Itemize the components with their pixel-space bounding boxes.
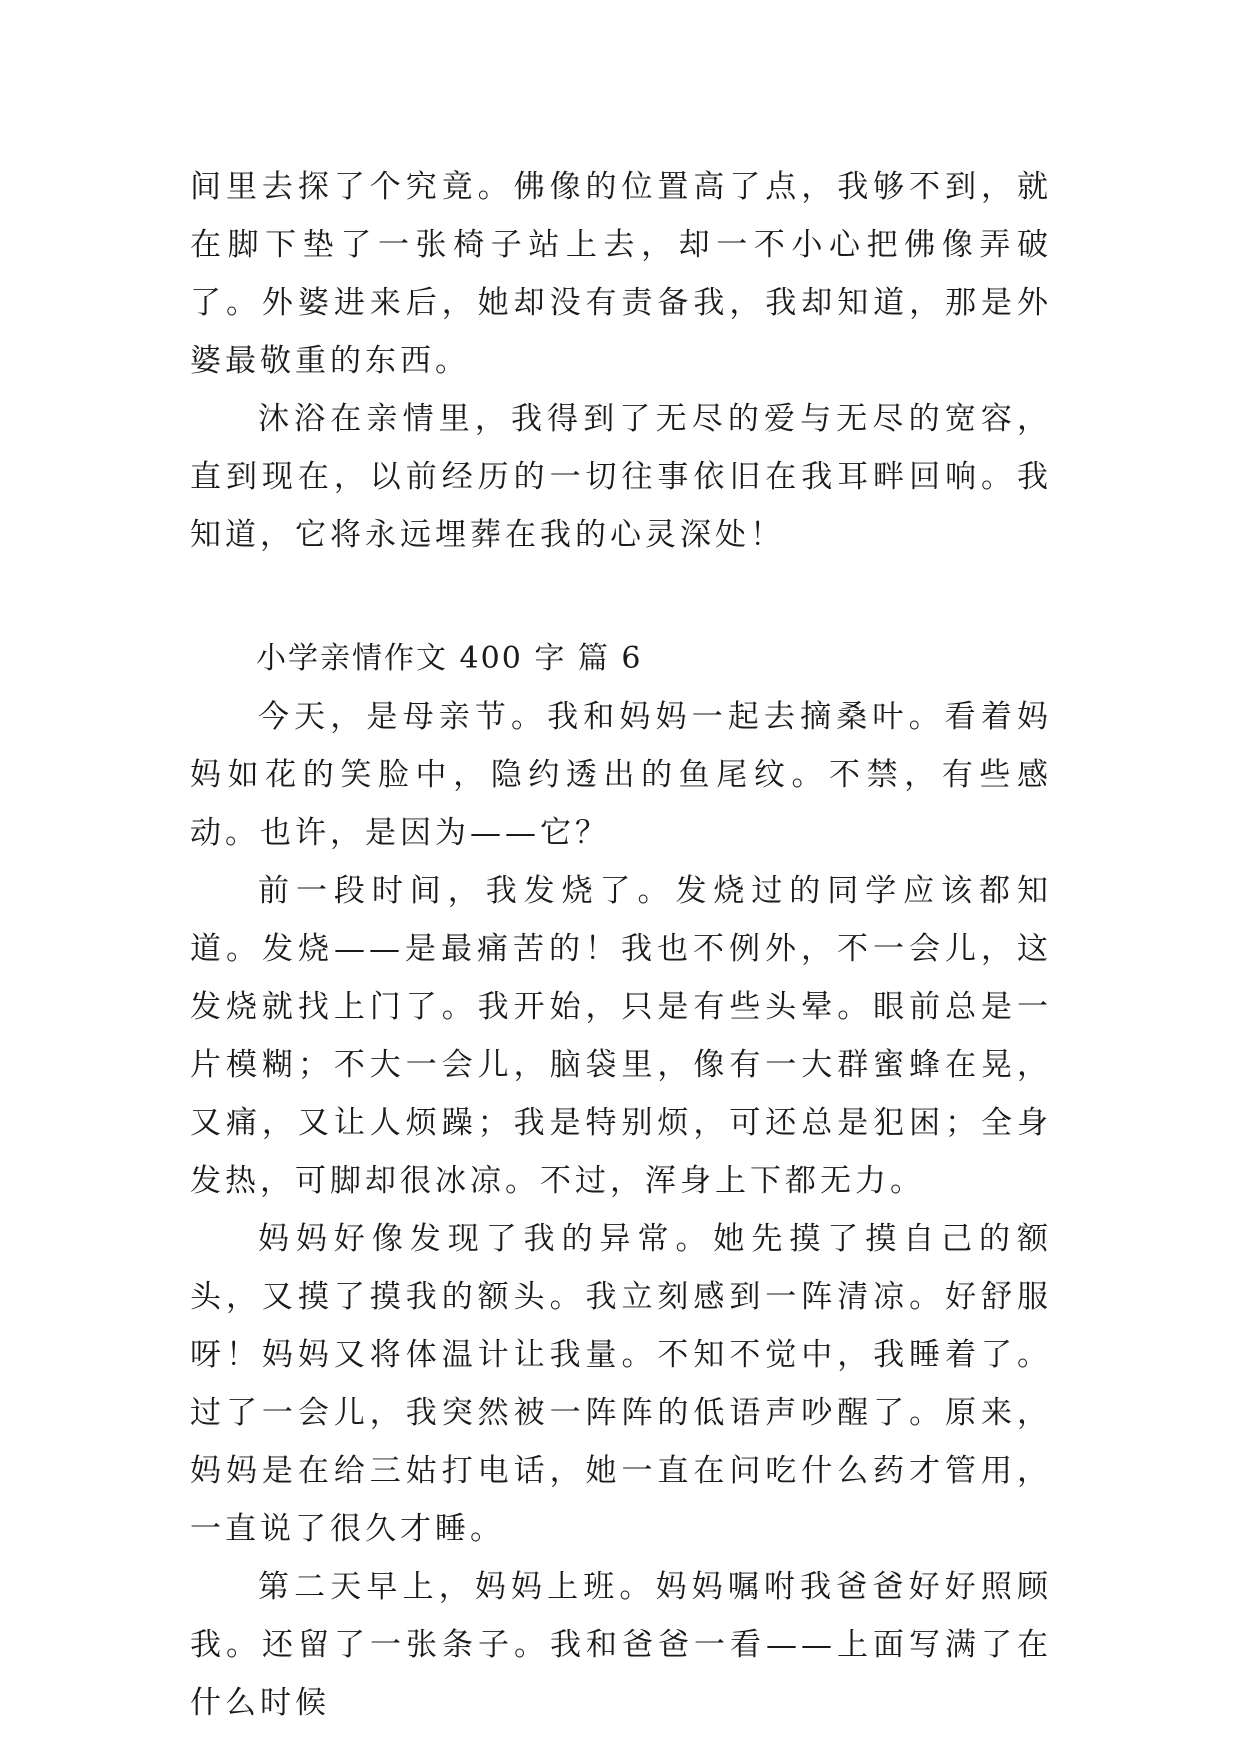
paragraph: 妈妈好像发现了我的异常。她先摸了摸自己的额头，又摸了摸我的额头。我立刻感到一阵清凉。好舒服呀！妈妈又将体温计让我量。不知不觉中，我睡着了。过了一会儿，我突然被一阵阵的低语声吵醒了。原来，妈妈是在给三姑打电话，她一直在问吃什么药才管用，一直说了很久才睡。	[190, 1221, 1052, 1547]
section-spacer	[190, 564, 1052, 630]
section-heading: 小学亲情作文 400 字 篇 6	[256, 641, 643, 676]
document-body	[190, 158, 1052, 1732]
paragraph: 沐浴在亲情里，我得到了无尽的爱与无尽的宽容，直到现在，以前经历的一切往事依旧在我耳畔回响。我知道，它将永远埋葬在我的心灵深处！	[190, 401, 1052, 553]
paragraph-continued: 间里去探了个究竟。佛像的位置高了点，我够不到，就在脚下垫了一张椅子站上去，却一不小心把佛像弄破了。外婆进来后，她却没有责备我，我却知道，那是外婆最敬重的东西。	[190, 169, 1052, 379]
paragraph: 前一段时间，我发烧了。发烧过的同学应该都知道。发烧——是最痛苦的！我也不例外，不一会儿，这发烧就找上门了。我开始，只是有些头晕。眼前总是一片模糊；不大一会儿，脑袋里，像有一大群蜜蜂在晃，又痛，又让人烦躁；我是特别烦，可还总是犯困；全身发热，可脚却很冰凉。不过，浑身上下都无力。	[190, 873, 1052, 1199]
paragraph: 第二天早上，妈妈上班。妈妈嘱咐我爸爸好好照顾我。还留了一张条子。我和爸爸一看——上面写满了在什么时候	[190, 1569, 1052, 1721]
paragraph: 今天，是母亲节。我和妈妈一起去摘桑叶。看着妈妈如花的笑脸中，隐约透出的鱼尾纹。不禁，有些感动。也许，是因为——它？	[190, 699, 1052, 851]
